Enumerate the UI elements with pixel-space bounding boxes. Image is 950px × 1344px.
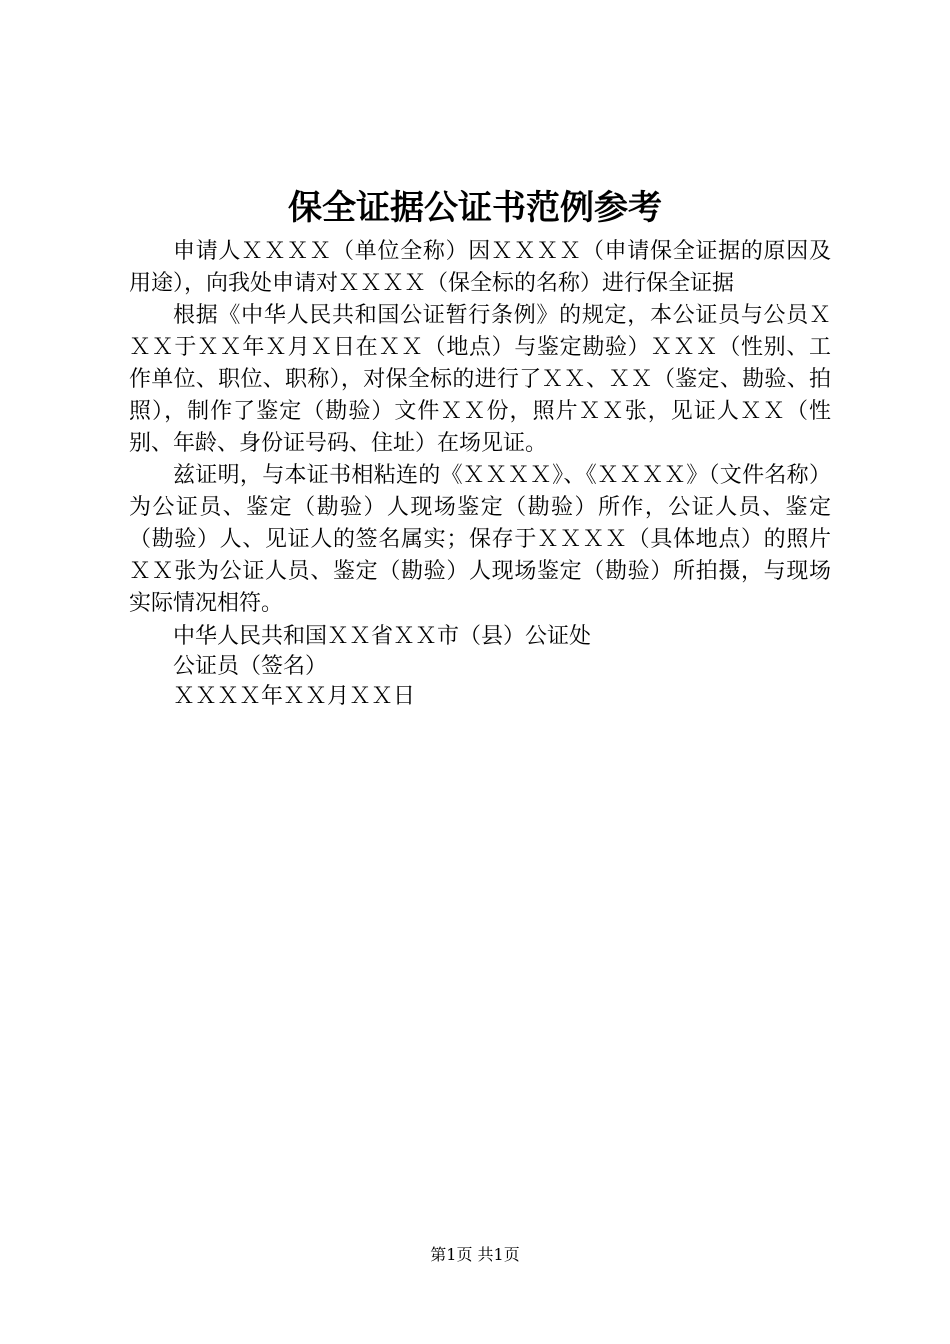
paragraph-certification: 兹证明，与本证书相粘连的《ＸＸＸＸ》、《ＸＸＸＸ》（文件名称）为公证员、鉴定（勘验）人现场鉴定（勘验）所作，公证人员、鉴定（勘验）人、见证人的签名属实；保存于ＸＸＸＸ（具体地点）的照片ＸＸ张为公证人员、鉴定（勘验）人现场鉴定（勘验）所拍摄，与现场实际情况相符。 [129, 463, 831, 616]
page-number: 第1页 共1页 [430, 1245, 520, 1264]
page-title: 保全证据公证书范例参考 [288, 188, 662, 228]
document-body [129, 236, 831, 712]
paragraph-application: 申请人ＸＸＸＸ（单位全称）因ＸＸＸＸ（申请保全证据的原因及用途），向我处申请对ＸＸＸＸ（保全标的名称）进行保全证据 [129, 239, 831, 296]
notary-signature: 公证员（签名） [173, 654, 328, 679]
paragraph-procedure: 根据《中华人民共和国公证暂行条例》的规定，本公证员与公员ＸＸＸ于ＸＸ年Ｘ月Ｘ日在ＸＸ（地点）与鉴定勘验）ＸＸＸ（性别、工作单位、职位、职称），对保全标的进行了ＸＸ、ＸＸ（鉴定、勘验、拍照），制作了鉴定（勘验）文件ＸＸ份，照片ＸＸ张，见证人ＸＸ（性别、年龄、身份证号码、住址）在场见证。 [129, 303, 831, 456]
signature-date: ＸＸＸＸ年ＸＸ月ＸＸ日 [173, 684, 416, 709]
signature-block [129, 622, 831, 712]
notary-office: 中华人民共和国ＸＸ省ＸＸ市（县）公证处 [173, 624, 592, 649]
